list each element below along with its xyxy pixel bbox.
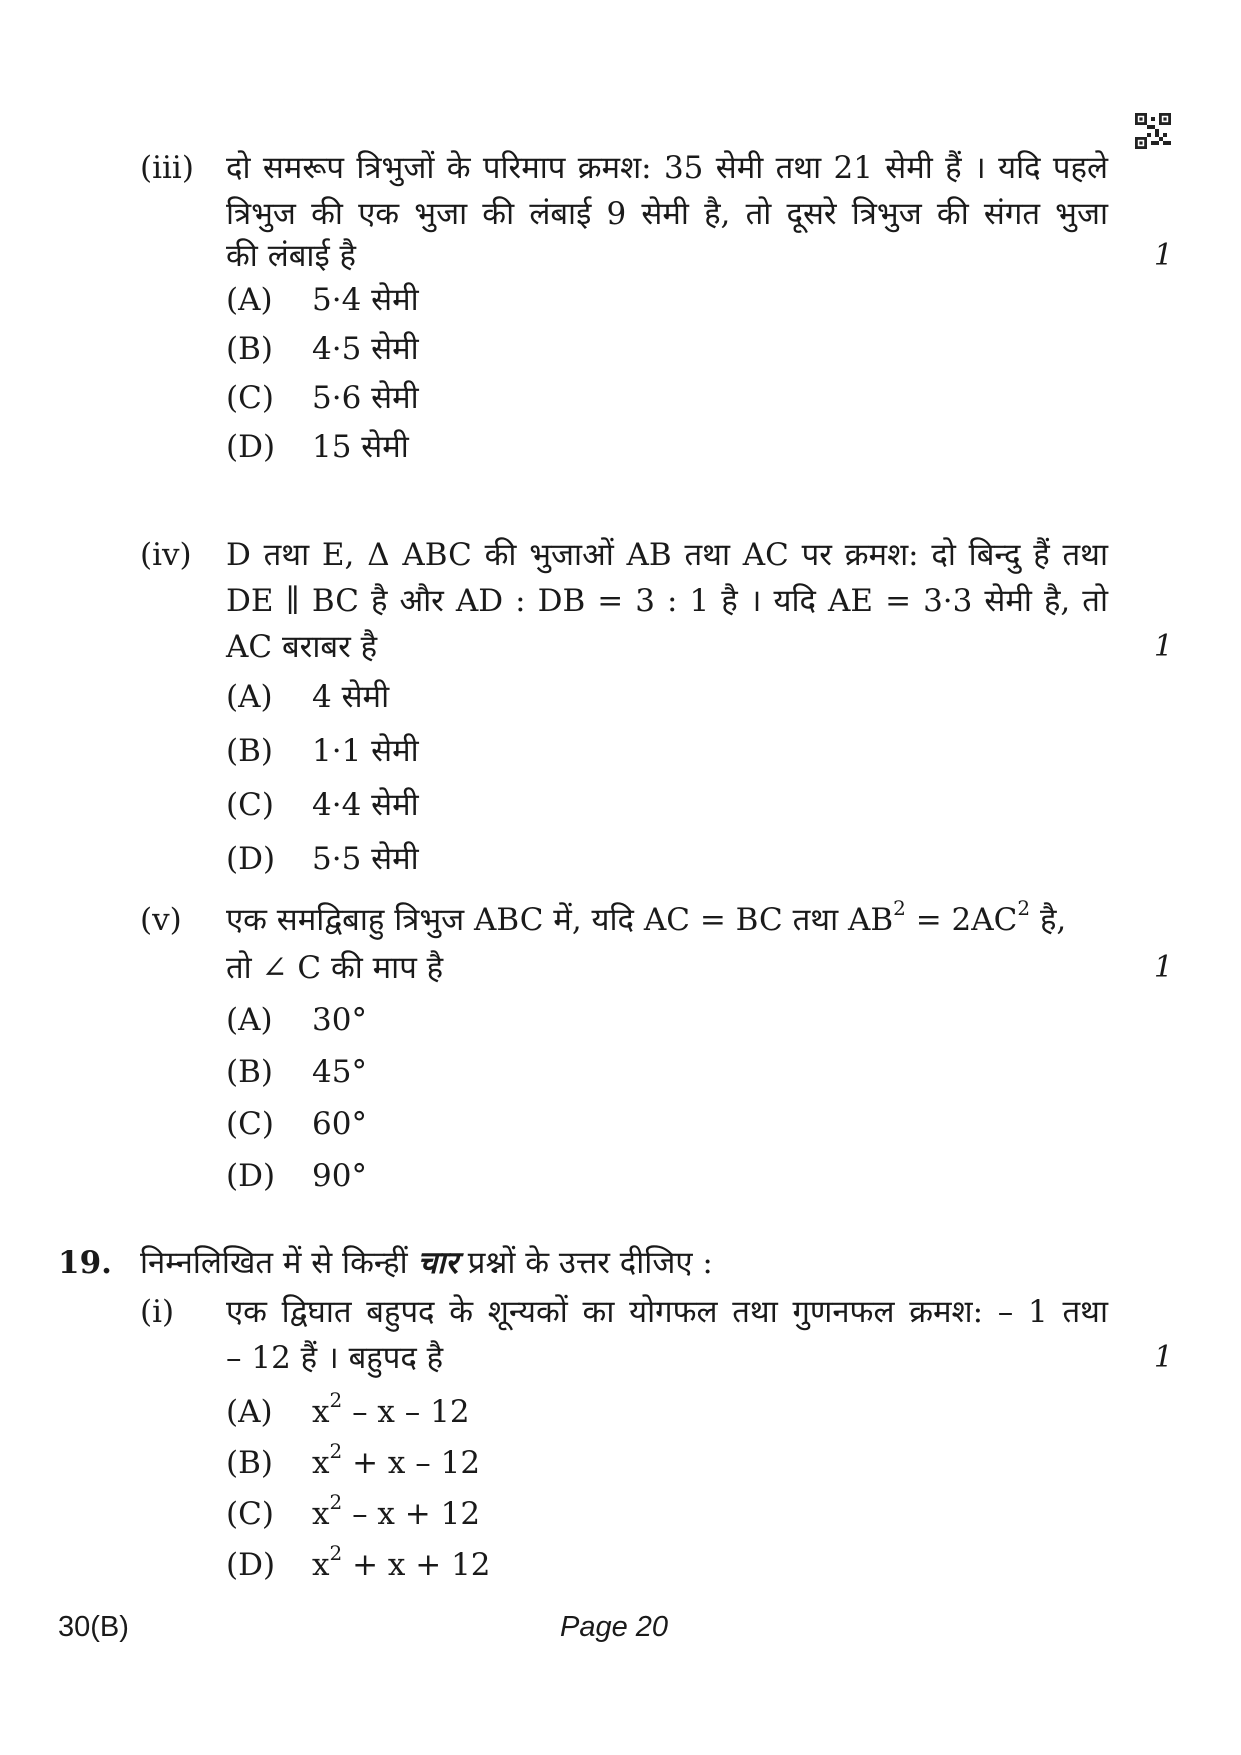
option-label: (B) [226,733,273,769]
question-text-line: दो समरूप त्रिभुजों के परिमाप क्रमश: 35 सेमी तथा 21 सेमी हैं । यदि पहले [226,150,1108,186]
option-label: (B) [226,1054,273,1090]
option-text: 5·4 सेमी [312,282,419,318]
option-text: 4·5 सेमी [312,331,419,367]
option-label: (C) [226,787,274,823]
option-label: (D) [226,841,276,877]
qr-code [1135,113,1171,149]
marks-label: 1 [1153,950,1173,985]
question-text-line: तो ∠ C की माप है [226,950,444,986]
marks-label: 1 [1153,238,1173,273]
option-text: 5·6 सेमी [312,380,419,416]
option-text: 4·4 सेमी [312,787,419,823]
option-text: 30° [312,1002,367,1038]
option-text: $x^2 - x + 12$ [312,1489,481,1532]
option-text: 1·1 सेमी [312,733,419,769]
option-text: 45° [312,1054,367,1090]
option-label: (B) [226,331,273,367]
option-text: 15 सेमी [312,429,409,465]
option-label: (A) [226,1394,273,1430]
question-text-line: एक द्विघात बहुपद के शून्यकों का योगफल तथा गुणनफल क्रमश: – 1 तथा [226,1294,1108,1330]
paper-code: 30(B) [58,1611,129,1643]
option-label: (A) [226,1002,273,1038]
question-text-line: त्रिभुज की एक भुजा की लंबाई 9 सेमी है, तो दूसरे त्रिभुज की संगत भुजा [226,196,1108,232]
option-text: $x^2 + x - 12$ [312,1438,481,1481]
subpart-label: (iv) [140,537,192,573]
option-text: 90° [312,1158,367,1194]
marks-label: 1 [1153,629,1173,664]
option-text: $x^2$ – x – 12 [312,1387,470,1430]
option-text: $x^2 + x + 12$ [312,1540,491,1583]
option-label: (D) [226,429,276,465]
question-text-line: D तथा E, Δ ABC की भुजाओं AB तथा AC पर क्रमश: दो बिन्दु हैं तथा [226,537,1108,573]
option-text: 5·5 सेमी [312,841,419,877]
option-label: (B) [226,1445,273,1481]
option-text: 4 सेमी [312,679,390,715]
option-label: (A) [226,679,273,715]
question-instruction: निम्नलिखित में से किन्हीं चार प्रश्नों के उत्तर दीजिए : [140,1245,713,1281]
question-text-line: DE ∥ BC है और AD : DB = 3 : 1 है । यदि AE = 3·3 सेमी है, तो [226,583,1108,619]
subpart-label: (iii) [140,150,194,186]
option-label: (A) [226,282,273,318]
option-label: (D) [226,1158,276,1194]
question-text-line: AC बराबर है [226,629,378,665]
question-number: 19. [58,1245,112,1281]
question-text-line: – 12 हैं । बहुपद है [226,1340,444,1376]
option-label: (D) [226,1547,276,1583]
marks-label: 1 [1153,1340,1173,1375]
option-text: 60° [312,1106,367,1142]
subpart-label: (i) [140,1294,175,1330]
subpart-label: (v) [140,902,182,938]
option-label: (C) [226,1496,274,1532]
question-text-line: एक समद्विबाहु त्रिभुज ABC में, यदि AC = BC तथा $AB^2 = 2AC^2$ है, [226,895,1067,938]
question-text-line: की लंबाई है [226,238,356,274]
option-label: (C) [226,1106,274,1142]
option-label: (C) [226,380,274,416]
page-number: Page 20 [560,1611,669,1643]
